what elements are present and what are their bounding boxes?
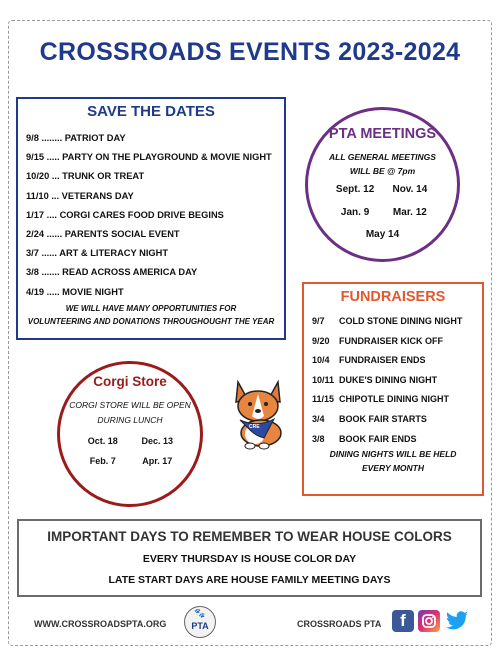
- meeting-date: Jan. 9: [340, 207, 370, 218]
- store-dates-row: [60, 436, 200, 446]
- volunteer-note-line: VOLUNTEERING AND DONATIONS THROUGHOUGHT THE YEAR: [27, 317, 275, 326]
- fundraiser-date: 10/4: [312, 355, 330, 366]
- pta-logo: [184, 606, 216, 638]
- org-name: CROSSROADS PTA: [297, 619, 382, 629]
- fundraisers-heading: FUNDRAISERS: [340, 289, 446, 305]
- meeting-dates-row: [308, 184, 457, 195]
- fundraiser-event: FUNDRAISER ENDS: [339, 355, 426, 366]
- list-item: 1/17 .... CORGI CARES FOOD DRIVE BEGINS: [26, 209, 224, 220]
- corgi-store-heading: Corgi Store: [93, 374, 167, 389]
- meetings-note-line: WILL BE @ 7pm: [349, 166, 416, 176]
- house-color-day-line: EVERY THURSDAY IS HOUSE COLOR DAY: [142, 553, 357, 565]
- fundraiser-date: 3/4: [312, 413, 325, 424]
- corgi-store-note-line: CORGI STORE WILL BE OPEN: [69, 400, 191, 410]
- store-date: Dec. 13: [141, 436, 174, 446]
- list-item: 11/10 ... VETERANS DAY: [26, 190, 134, 201]
- save-the-dates-list: [26, 129, 286, 302]
- dining-note-line: EVERY MONTH: [361, 463, 425, 473]
- list-item: 9/15 ..... PARTY ON THE PLAYGROUND & MOVIE NIGHT: [26, 152, 272, 163]
- twitter-icon[interactable]: [445, 610, 467, 632]
- instagram-icon[interactable]: [418, 610, 440, 632]
- meeting-date: Nov. 14: [392, 184, 428, 195]
- list-item: 2/24 ...... PARENTS SOCIAL EVENT: [26, 228, 180, 239]
- fundraiser-event: BOOK FAIR ENDS: [339, 433, 417, 444]
- volunteer-note-line: WE WILL HAVE MANY OPPORTUNITIES FOR: [65, 304, 237, 313]
- meeting-date: Sept. 12: [335, 184, 375, 195]
- mascot-badge: CRE: [249, 424, 260, 430]
- list-item: [312, 390, 484, 410]
- corgi-mascot-icon: [228, 378, 288, 450]
- corgi-store-note: [64, 398, 196, 428]
- list-item: [312, 351, 484, 371]
- fundraiser-event: CHIPOTLE DINING NIGHT: [339, 394, 449, 405]
- volunteer-note: [18, 302, 284, 328]
- store-date: Feb. 7: [89, 456, 116, 466]
- store-dates-row: [60, 456, 200, 466]
- save-the-dates-box: [16, 97, 286, 340]
- fundraiser-date: 9/20: [312, 335, 330, 346]
- meetings-note-line: ALL GENERAL MEETINGS: [329, 152, 436, 162]
- website-link[interactable]: WWW.CROSSROADSPTA.ORG: [34, 619, 167, 629]
- list-item: 3/8 ....... READ ACROSS AMERICA DAY: [26, 267, 198, 278]
- meeting-date: Mar. 12: [392, 207, 427, 218]
- list-item: 10/20 ... TRUNK OR TREAT: [26, 171, 145, 182]
- list-item: [312, 410, 484, 430]
- house-colors-box: [17, 519, 482, 597]
- list-item: 4/19 ..... MOVIE NIGHT: [26, 286, 124, 297]
- fundraiser-event: FUNDRAISER KICK OFF: [339, 335, 443, 346]
- pta-meetings-heading: PTA MEETINGS: [328, 126, 437, 142]
- fundraisers-list: [312, 312, 484, 449]
- fundraiser-event: BOOK FAIR STARTS: [339, 413, 427, 424]
- list-item: [312, 332, 484, 352]
- fundraiser-date: 11/15: [312, 394, 335, 405]
- pta-logo-text: PTA: [191, 621, 209, 631]
- fundraiser-event: COLD STONE DINING NIGHT: [339, 316, 463, 326]
- meeting-dates-row: [308, 207, 457, 218]
- store-date: Oct. 18: [87, 436, 118, 446]
- fundraisers-box: [302, 282, 484, 496]
- store-date: Apr. 17: [142, 456, 173, 466]
- dining-note-line: DINING NIGHTS WILL BE HELD: [329, 449, 457, 459]
- list-item: [312, 312, 484, 332]
- meeting-date: May 14: [365, 229, 400, 240]
- facebook-icon[interactable]: f: [392, 610, 414, 632]
- meetings-note: [308, 150, 457, 178]
- fundraiser-date: 10/11: [312, 374, 335, 385]
- list-item: [312, 371, 484, 391]
- fundraiser-date: 9/7: [312, 316, 325, 326]
- dining-note: [304, 447, 482, 475]
- page-title: CROSSROADS EVENTS 2023-2024: [39, 38, 461, 66]
- meeting-dates-row: [308, 229, 457, 240]
- fundraiser-event: DUKE'S DINING NIGHT: [339, 374, 438, 385]
- house-colors-heading: IMPORTANT DAYS TO REMEMBER TO WEAR HOUSE COLORS: [47, 529, 452, 544]
- corgi-store-circle: [57, 361, 203, 507]
- list-item: 9/8 ........ PATRIOT DAY: [26, 133, 126, 143]
- corgi-store-note-line: DURING LUNCH: [97, 415, 163, 425]
- house-meeting-line: LATE START DAYS ARE HOUSE FAMILY MEETING DAYS: [108, 574, 391, 586]
- pta-meetings-circle: [305, 107, 460, 262]
- list-item: 3/7 ...... ART & LITERACY NIGHT: [26, 248, 169, 259]
- fundraiser-date: 3/8: [312, 433, 325, 444]
- paw-icon: 🐾: [194, 608, 206, 618]
- save-the-dates-heading: SAVE THE DATES: [87, 103, 215, 120]
